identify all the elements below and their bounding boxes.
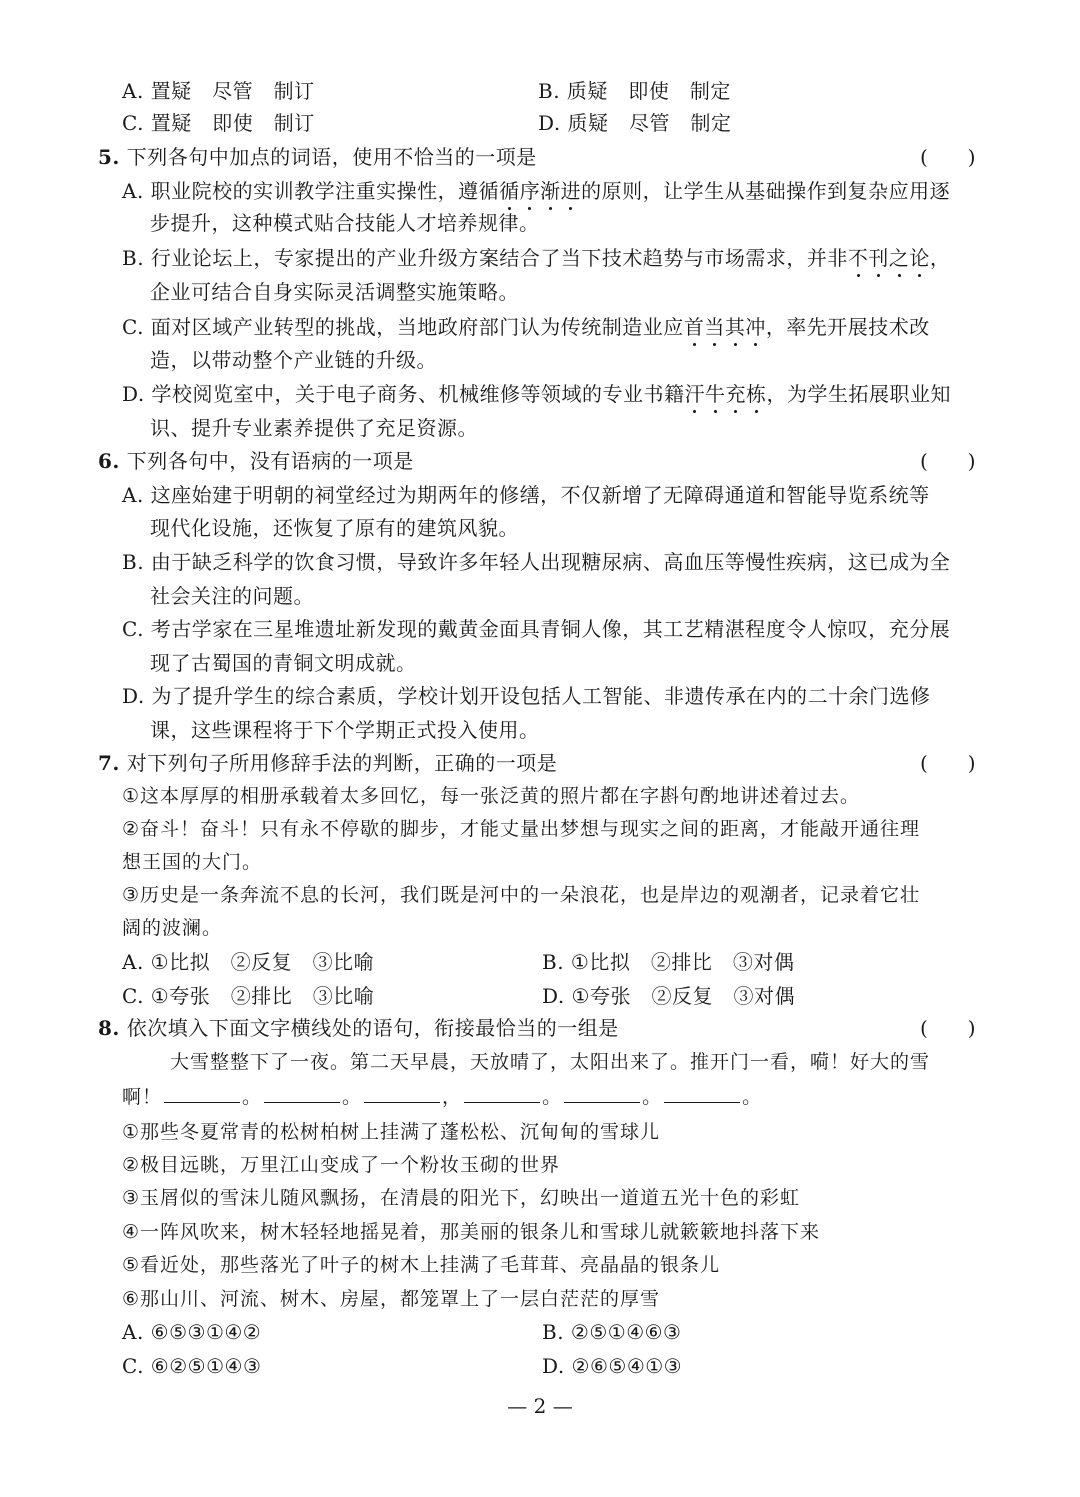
q7-sentence-2-line-2: 想王国的大门。	[122, 851, 263, 873]
fill-blank-4[interactable]	[464, 1084, 540, 1103]
q8-sentence-5: ⑤看近处，那些落光了叶子的树木上挂满了毛茸茸、亮晶晶的银条儿	[122, 1254, 721, 1276]
q8-sentence-2: ②极目远眺，万里江山变成了一个粉妆玉砌的世界	[122, 1154, 561, 1176]
fill-blank-6[interactable]	[664, 1084, 740, 1103]
q8-option-a: A. ⑥⑤③①④②	[122, 1320, 262, 1344]
question-5-number: 5.	[98, 145, 120, 169]
q8-option-b: B. ②⑤①④⑥③	[542, 1320, 682, 1344]
q5-option-d-line-1: D. 学校阅览室中，关于电子商务、机械维修等领域的专业书籍汗牛充栋，为学生拓展职业知	[122, 382, 952, 406]
q6-option-a-line-1: A. 这座始建于明朝的祠堂经过为期两年的修缮，不仅新增了无障碍通道和智能导览系统等	[122, 483, 930, 507]
q5-option-b-line-2: 企业可结合自身实际灵活调整实施策略。	[150, 280, 519, 304]
question-7-answer-paren: ( )	[920, 751, 976, 775]
q6-option-a-line-2: 现代化设施，还恢复了原有的建筑风貌。	[150, 516, 519, 540]
q7-sentence-3-line-1: ③历史是一条奔流不息的长河，我们既是河中的一朵浪花，也是岸边的观潮者，记录着它壮	[122, 884, 921, 906]
q6-option-d-line-1: D. 为了提升学生的综合素质，学校计划开设包括人工智能、非遗传承在内的二十余门选修	[122, 684, 931, 708]
q8-sentence-4: ④一阵风吹来，树木轻轻地摇晃着，那美丽的银条儿和雪球儿就簌簌地抖落下来	[122, 1221, 821, 1243]
q5-b-text: B. 行业论坛上，专家提出的产业升级方案结合了当下技术趋势与市场需求，并非	[122, 246, 848, 270]
question-8-number: 8.	[98, 1016, 120, 1040]
q5-a-dotted-word: 循序渐进	[499, 179, 582, 203]
q4-option-b: B. 质疑 即使 制定	[538, 79, 731, 103]
q7-sentence-3-line-2: 阔的波澜。	[122, 917, 223, 939]
q5-option-c-line-2: 造，以带动整个产业链的升级。	[150, 348, 437, 372]
q4-option-d: D. 质疑 尽管 制定	[538, 111, 732, 135]
question-6-text: 下列各句中，没有语病的一项是	[126, 449, 414, 473]
q8-passage-line-1: 大雪整整下了一夜。第二天早晨，天放晴了，太阳出来了。推开门一看，嗬！好大的雪	[170, 1051, 931, 1073]
q8-passage-line-2: 啊！ 。 。 ， 。 。 。	[122, 1086, 763, 1108]
q8-sentence-1: ①那些冬夏常青的松树柏树上挂满了蓬松松、沉甸甸的雪球儿	[122, 1121, 661, 1143]
question-5-text: 下列各句中加点的词语，使用不恰当的一项是	[126, 145, 537, 169]
question-6-answer-paren: ( )	[920, 449, 976, 473]
q5-option-d-line-2: 识、提升专业素养提供了充足资源。	[150, 416, 478, 440]
question-7-stem	[98, 749, 557, 777]
question-7-number: 7.	[98, 751, 120, 775]
q5-option-a-line-1	[122, 177, 950, 205]
q7-option-a: A. ①比拟 ②反复 ③比喻	[122, 950, 375, 974]
question-8-answer-paren: ( )	[920, 1016, 976, 1040]
q5-a-text: A. 职业院校的实训教学注重实操性，遵循	[122, 179, 500, 203]
q6-option-b-line-1: B. 由于缺乏科学的饮食习惯，导致许多年轻人出现糖尿病、高血压等慢性疾病，这已成为全	[122, 550, 951, 574]
q5-option-c-line-1: C. 面对区域产业转型的挑战，当地政府部门认为传统制造业应首当其冲，率先开展技术改	[122, 315, 930, 339]
q4-option-c: C. 置疑 即使 制订	[122, 111, 315, 135]
q7-sentence-1: ①这本厚厚的相册承载着太多回忆，每一张泛黄的照片都在字斟句酌地讲述着过去。	[122, 785, 861, 807]
q7-option-b: B. ①比拟 ②排比 ③对偶	[542, 950, 795, 974]
page-number: — 2 —	[507, 1394, 573, 1418]
question-5-answer-paren: ( )	[920, 145, 976, 169]
q8-option-d: D. ②⑥⑤④①③	[542, 1354, 683, 1378]
q7-option-d: D. ①夸张 ②反复 ③对偶	[542, 984, 795, 1008]
q5-option-a-line-2: 步提升，这种模式贴合技能人才培养规律。	[150, 211, 540, 235]
fill-blank-3[interactable]	[364, 1084, 440, 1103]
q8-option-c: C. ⑥②⑤①④③	[122, 1354, 262, 1378]
fill-blank-1[interactable]	[164, 1084, 240, 1103]
q6-option-c-line-2: 现了古蜀国的青铜文明成就。	[150, 651, 417, 675]
fill-blank-5[interactable]	[564, 1084, 640, 1103]
q6-option-b-line-2: 社会关注的问题。	[150, 584, 314, 608]
q8-sentence-6: ⑥那山川、河流、树木、房屋，都笼罩上了一层白茫茫的厚雪	[122, 1288, 661, 1310]
q7-option-c: C. ①夸张 ②排比 ③比喻	[122, 984, 375, 1008]
question-5-stem	[98, 143, 537, 171]
q5-d-text: D. 学校阅览室中，关于电子商务、机械维修等领域的专业书籍	[122, 382, 685, 406]
q8-sentence-3: ③玉屑似的雪沫儿随风飘扬，在清晨的阳光下，幻映出一道道五光十色的彩虹	[122, 1187, 801, 1209]
q6-option-c-line-1: C. 考古学家在三星堆遗址新发现的戴黄金面具青铜人像，其工艺精湛程度令人惊叹，充分展	[122, 617, 951, 641]
q6-option-d-line-2: 课，这些课程将于下个学期正式投入使用。	[150, 718, 540, 742]
question-6-stem	[98, 447, 414, 475]
q5-c-dotted-word: 首当其冲	[683, 315, 766, 339]
fill-blank-2[interactable]	[264, 1084, 340, 1103]
q5-a-text-post: 的原则，让学生从基础操作到复杂应用逐	[581, 179, 951, 203]
question-6-number: 6.	[98, 449, 120, 473]
q7-sentence-2-line-1: ②奋斗！奋斗！只有永不停歇的脚步，才能丈量出梦想与现实之间的距离，才能敲开通往理	[122, 818, 921, 840]
question-7-text: 对下列句子所用修辞手法的判断，正确的一项是	[126, 751, 558, 775]
question-8-text: 依次填入下面文字横线处的语句，衔接最恰当的一组是	[126, 1016, 619, 1040]
q4-option-a: A. 置疑 尽管 制订	[122, 79, 315, 103]
question-8-stem	[98, 1014, 619, 1042]
q5-d-dotted-word: 汗牛充栋	[684, 382, 767, 406]
q5-c-text: C. 面对区域产业转型的挑战，当地政府部门认为传统制造业应	[122, 315, 684, 339]
q8-passage-lead: 啊！	[122, 1086, 163, 1108]
q5-b-dotted-word: 不刊之论	[847, 246, 930, 270]
q5-option-b-line-1: B. 行业论坛上，专家提出的产业升级方案结合了当下技术趋势与市场需求，并非不刊之论，	[122, 246, 951, 270]
